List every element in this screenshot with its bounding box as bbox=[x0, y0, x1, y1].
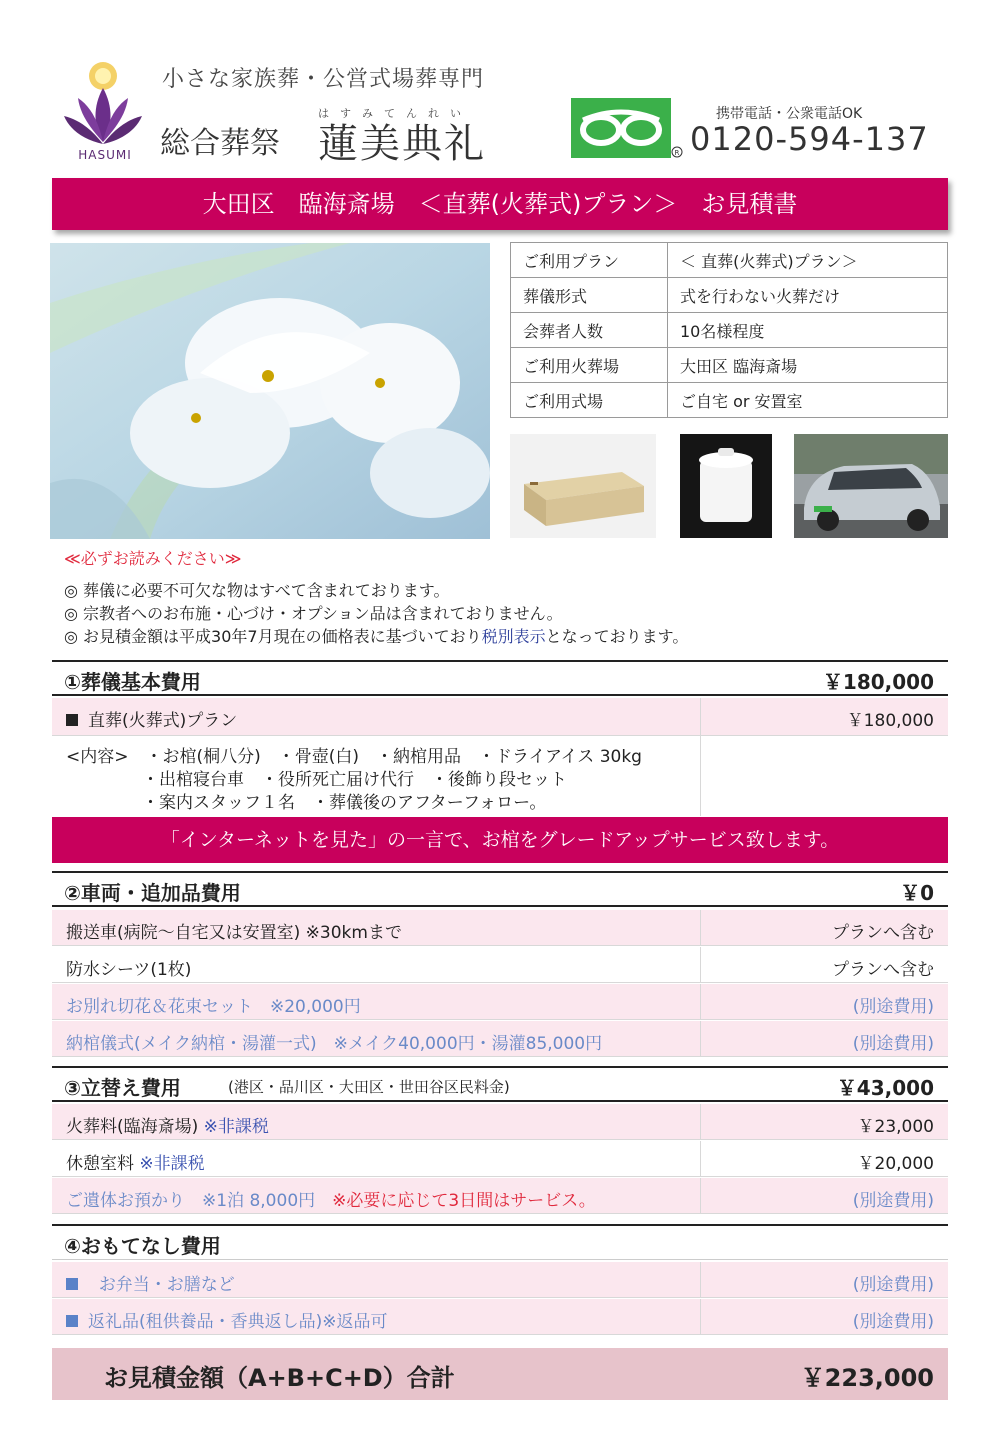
row-label bbox=[66, 1307, 388, 1332]
column-divider bbox=[700, 1178, 701, 1213]
row-value: ￥180,000 bbox=[846, 711, 934, 731]
tax-note: 税別表示 bbox=[481, 627, 546, 646]
item-name: 返礼品(租供養品・香典返し品)※返品可 bbox=[88, 1312, 388, 1332]
table-row bbox=[511, 278, 948, 313]
column-divider bbox=[700, 1299, 701, 1334]
row-value: (別途費用) bbox=[852, 1312, 934, 1332]
info-value: 大田区 臨海斎場 bbox=[668, 348, 948, 383]
brand-prefix: 総合葬祭 bbox=[160, 126, 280, 161]
section-amount: ￥43,000 bbox=[836, 1076, 934, 1100]
section-advance-fee-header bbox=[52, 1066, 948, 1102]
row-value: ￥23,000 bbox=[857, 1117, 934, 1137]
table-row bbox=[52, 1141, 948, 1177]
row-value: (別途費用) bbox=[852, 1275, 934, 1295]
row-value: ￥20,000 bbox=[857, 1154, 934, 1174]
column-divider bbox=[700, 984, 701, 1019]
lily-photo bbox=[50, 243, 490, 539]
table-row bbox=[52, 1299, 948, 1335]
note-text: ◎ お見積金額は平成30年7月現在の価格表に基づいており bbox=[64, 627, 482, 646]
column-divider bbox=[700, 1021, 701, 1056]
row-value: プランへ含む bbox=[832, 923, 934, 943]
plan-contents bbox=[52, 736, 948, 816]
table-row bbox=[511, 383, 948, 418]
column-divider bbox=[700, 1141, 701, 1176]
plan-info-table bbox=[510, 242, 948, 418]
row-value: プランへ含む bbox=[832, 960, 934, 980]
section-amount: ￥180,000 bbox=[822, 670, 934, 694]
phone-number[interactable]: 0120-594-137 bbox=[690, 120, 929, 158]
row-label: 納棺儀式(メイク納棺・湯灌一式) ※メイク40,000円・湯灌85,000円 bbox=[66, 1034, 603, 1054]
section-hospitality-header bbox=[52, 1224, 948, 1260]
info-value: ＜ 直葬(火葬式)プラン＞ bbox=[668, 243, 948, 278]
note-line: ◎ 宗教者へのお布施・心づけ・オプション品は含まれておりません。 bbox=[64, 604, 563, 623]
table-row bbox=[52, 910, 948, 946]
column-divider bbox=[700, 698, 701, 735]
row-label: お別れ切花＆花束セット ※20,000円 bbox=[66, 997, 361, 1017]
tagline: 小さな家族葬・公営式場葬専門 bbox=[162, 67, 485, 92]
table-row bbox=[52, 947, 948, 983]
row-label bbox=[66, 1186, 596, 1211]
contents-line: <内容> ・お棺(桐八分) ・骨壺(白) ・納棺用品 ・ドライアイス 30kg bbox=[66, 747, 642, 767]
brand-name: 蓮美典礼 bbox=[318, 121, 486, 167]
row-label bbox=[66, 1149, 205, 1174]
section-label: ③立替え費用 bbox=[64, 1076, 181, 1100]
column-divider bbox=[700, 736, 701, 816]
page-title: 大田区 臨海斎場 ＜直葬(火葬式)プラン＞ お見積書 bbox=[52, 178, 948, 230]
table-row bbox=[52, 698, 948, 736]
contents-line: ・出棺寝台車 ・役所死亡届け代行 ・後飾り段セット bbox=[142, 770, 567, 790]
svg-text:R: R bbox=[674, 149, 680, 157]
info-key: ご利用式場 bbox=[511, 383, 668, 418]
section-label: ①葬儀基本費用 bbox=[64, 670, 201, 694]
info-value: 式を行わない火葬だけ bbox=[668, 278, 948, 313]
info-key: ご利用プラン bbox=[511, 243, 668, 278]
square-bullet-icon bbox=[66, 1278, 78, 1290]
tax-exempt-note: ※非課税 bbox=[139, 1154, 205, 1174]
row-value: (別途費用) bbox=[852, 997, 934, 1017]
info-value: 10名様程度 bbox=[668, 313, 948, 348]
info-key: ご利用火葬場 bbox=[511, 348, 668, 383]
table-row bbox=[511, 313, 948, 348]
section-basic-fee-header bbox=[52, 660, 948, 696]
table-row bbox=[52, 984, 948, 1020]
urn-thumbnail bbox=[680, 434, 772, 538]
section-sublabel: (港区・品川区・大田区・世田谷区民料金) bbox=[228, 1078, 510, 1096]
square-bullet-icon bbox=[66, 1315, 78, 1327]
section-label: ④おもてなし費用 bbox=[64, 1234, 221, 1258]
note-text: となっております。 bbox=[545, 627, 689, 646]
coffin-thumbnail bbox=[510, 434, 656, 538]
note-line: ◎ 葬儀に必要不可欠な物はすべて含まれております。 bbox=[64, 581, 450, 600]
total-row bbox=[52, 1348, 948, 1400]
hearse-car-thumbnail bbox=[794, 434, 948, 538]
phone-note: 携帯電話・公衆電話OK bbox=[716, 106, 863, 122]
row-value: (別途費用) bbox=[852, 1034, 934, 1054]
table-row bbox=[52, 1262, 948, 1298]
contents-line: ・案内スタッフ１名 ・葬儀後のアフターフォロー。 bbox=[142, 793, 547, 813]
fee-name: 休憩室料 bbox=[66, 1154, 134, 1174]
section-amount: ￥0 bbox=[900, 881, 934, 905]
column-divider bbox=[700, 910, 701, 945]
total-value: ￥223,000 bbox=[800, 1364, 934, 1392]
service-note: ※必要に応じて3日間はサービス。 bbox=[332, 1191, 596, 1211]
section-label: ②車両・追加品費用 bbox=[64, 881, 241, 905]
column-divider bbox=[700, 1262, 701, 1297]
info-value: ご自宅 or 安置室 bbox=[668, 383, 948, 418]
column-divider bbox=[700, 947, 701, 982]
total-label: お見積金額（A+B+C+D）合計 bbox=[104, 1364, 455, 1392]
row-label: 搬送車(病院～自宅又は安置室) ※30kmまで bbox=[66, 923, 402, 943]
lotus-logo-icon bbox=[62, 58, 144, 150]
info-key: 葬儀形式 bbox=[511, 278, 668, 313]
table-row bbox=[52, 1178, 948, 1214]
brand-ruby: はすみてんれい bbox=[318, 107, 472, 120]
free-dial-logo-icon bbox=[571, 98, 683, 158]
table-row bbox=[52, 1021, 948, 1057]
item-name: お弁当・お膳など bbox=[98, 1275, 235, 1295]
row-label bbox=[66, 706, 237, 731]
note-line bbox=[64, 624, 688, 647]
table-row bbox=[52, 1104, 948, 1140]
table-row bbox=[511, 348, 948, 383]
info-key: 会葬者人数 bbox=[511, 313, 668, 348]
must-read-heading: ≪必ずお読みください≫ bbox=[64, 549, 242, 568]
row-label bbox=[66, 1270, 235, 1295]
column-divider bbox=[700, 1104, 701, 1139]
row-value: (別途費用) bbox=[852, 1191, 934, 1211]
row-label: 防水シーツ(1枚) bbox=[66, 960, 192, 980]
fee-name: 火葬料(臨海斎場) bbox=[66, 1117, 199, 1137]
section-vehicle-header bbox=[52, 871, 948, 907]
row-label bbox=[66, 1112, 269, 1137]
logo-text: HASUMI bbox=[78, 148, 132, 162]
square-bullet-icon bbox=[66, 714, 78, 726]
table-row bbox=[511, 243, 948, 278]
plan-name: 直葬(火葬式)プラン bbox=[88, 711, 238, 731]
tax-exempt-note: ※非課税 bbox=[203, 1117, 269, 1137]
fee-name: ご遺体お預かり ※1泊 8,000円 bbox=[66, 1191, 316, 1211]
service-banner: 「インターネットを見た」の一言で、お棺をグレードアップサービス致します。 bbox=[52, 817, 948, 863]
